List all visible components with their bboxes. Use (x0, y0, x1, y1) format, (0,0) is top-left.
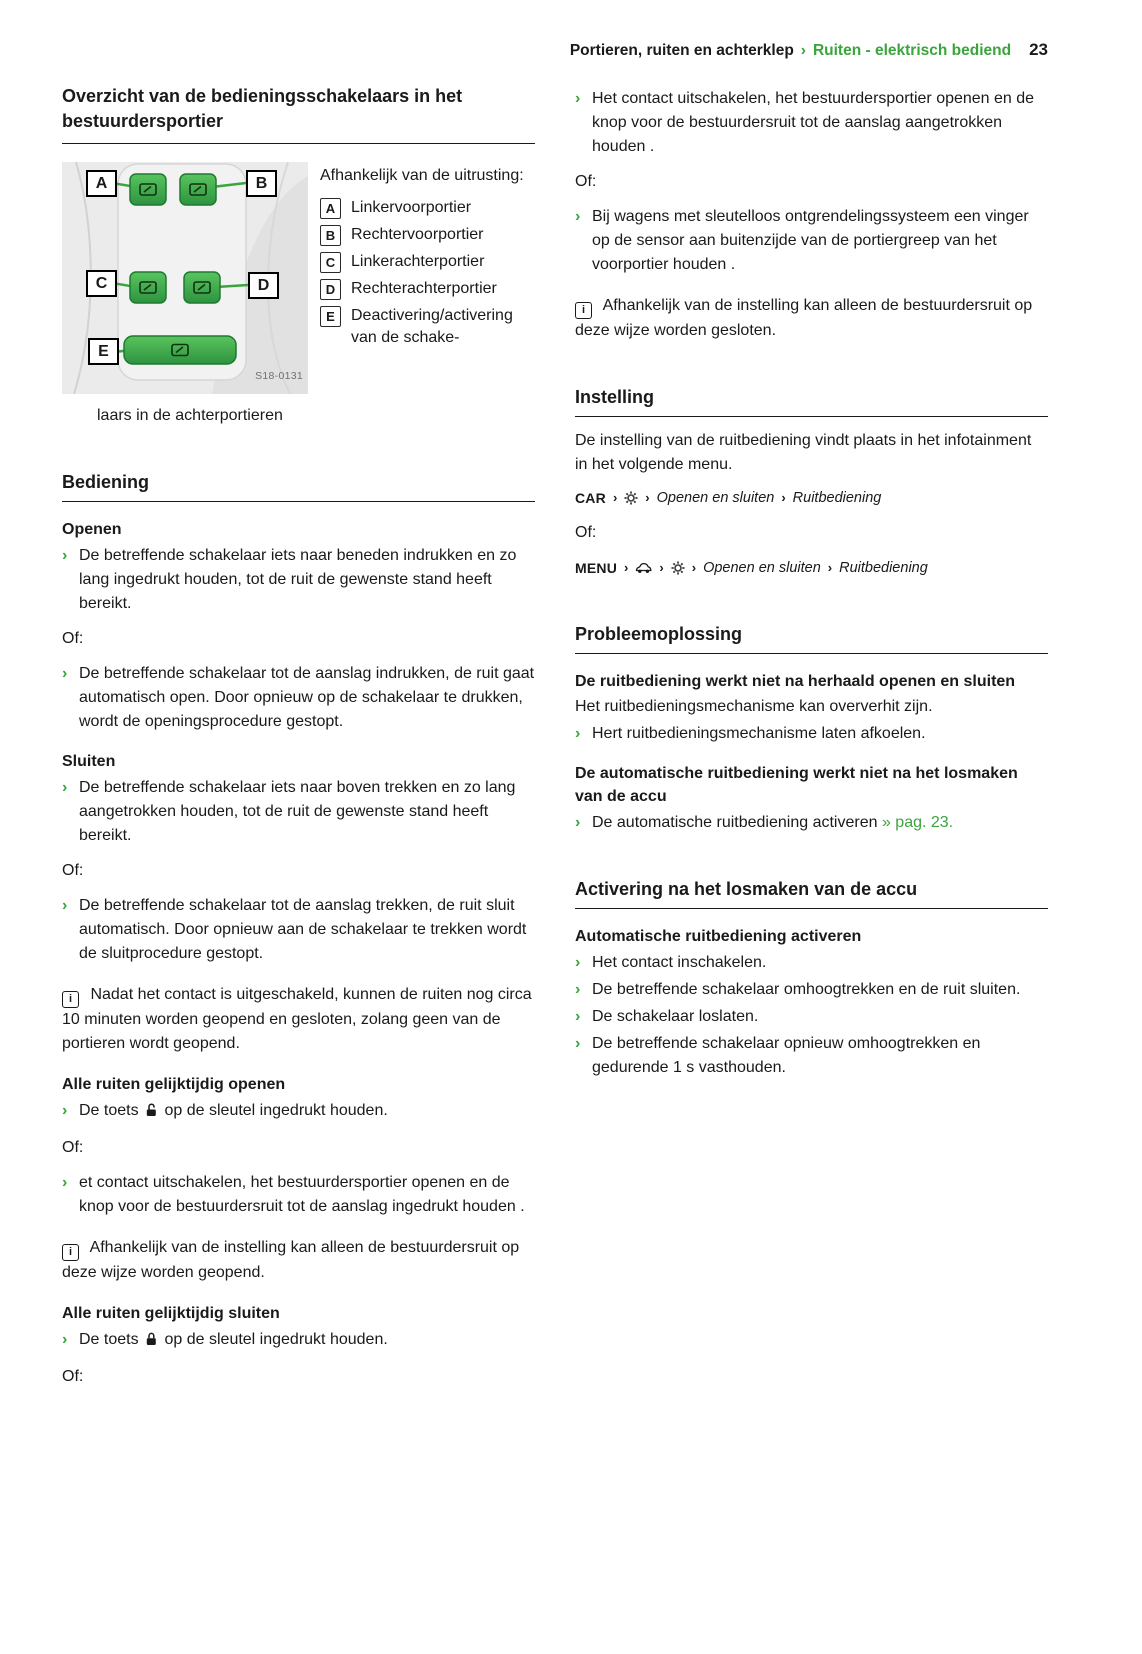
bullet-text: De schakelaar loslaten. (592, 1008, 759, 1025)
bullet-text: De betreffende schakelaar tot de aanslag trekken, de ruit sluit automatisch. Door opnieuw aan de schakelaar te trekken wordt de sluitprocedure gestopt. (79, 897, 527, 962)
info-icon: i (62, 1244, 79, 1261)
list-item (575, 205, 1048, 277)
list-item (62, 1171, 535, 1219)
legend-intro: Afhankelijk van de uitrusting: (320, 167, 524, 184)
bullet-text-pre: De toets (79, 1331, 139, 1348)
figure-code: S18-0131 (255, 370, 303, 382)
bullet-text-post: op de sleutel ingedrukt houden. (164, 1331, 388, 1348)
section-title-probleemoplossing: Probleemoplossing (575, 622, 1048, 654)
list-item (575, 722, 1048, 746)
of-line: Of: (62, 1368, 84, 1385)
figure-callout-d: D (248, 272, 279, 299)
right-column (575, 84, 1048, 1400)
page-reference-link[interactable]: » pag. 23. (881, 814, 954, 831)
list-item (62, 1328, 535, 1354)
bullet-text: De betreffende schakelaar tot de aanslag indrukken, de ruit gaat automatisch open. Door opnieuw op de schakelaar te drukken, wordt de openingsprocedure gestopt. (79, 665, 535, 730)
settings-gear-icon (624, 491, 638, 505)
section-title-activering: Activering na het losmaken van de accu (575, 877, 1048, 909)
bullet-text: Het contact inschakelen. (592, 954, 767, 971)
menu-path-car (575, 486, 1048, 510)
bullet-icon: › (575, 725, 581, 742)
bullet-icon: › (62, 665, 68, 682)
subheading-sluiten: Sluiten (62, 753, 116, 770)
of-line: Of: (62, 1139, 84, 1156)
legend-item-d (320, 278, 535, 300)
bullet-icon: › (62, 547, 68, 564)
menu-root-car: CAR (575, 490, 606, 506)
legend-continuation: laars in de achterportieren (97, 407, 283, 424)
figure-callout-b: B (246, 170, 277, 197)
info-note (62, 983, 535, 1056)
legend-item-b (320, 224, 535, 246)
bullet-text: De betreffende schakelaar iets naar beneden indrukken en zo lang ingedrukt houden, tot de ruit de gewenste stand heeft bereikt. (79, 547, 517, 612)
bullet-icon: › (62, 1331, 68, 1348)
bullet-icon: › (575, 208, 581, 225)
section-title-instelling: Instelling (575, 385, 1048, 417)
bullet-text (592, 811, 1048, 835)
figure-callout-a: A (86, 170, 117, 197)
info-note (62, 1236, 535, 1285)
note-text: Afhankelijk van de instelling kan alleen de bestuurdersruit op deze wijze worden geopend. (62, 1239, 520, 1281)
content-columns (62, 84, 1048, 1400)
menu-path-menu (575, 556, 1048, 580)
bullet-text: Bij wagens met sleutelloos ontgrendelingssysteem een vinger op de sensor aan buitenzijde van de portiergreep van het voorportier houden . (592, 208, 1029, 273)
list-item (575, 1005, 1048, 1029)
subheading-openen: Openen (62, 521, 122, 538)
page-header (62, 40, 1048, 60)
paragraph: Het ruitbedieningsmechanisme kan oververhit zijn. (575, 698, 933, 715)
list-item (62, 544, 535, 616)
heading-overview-switches: Overzicht van de bedieningsschakelaars in het bestuurdersportier (62, 84, 535, 144)
legend-label-e: Deactivering/activering van de schake- (351, 307, 513, 346)
bullet-text: Hert ruitbedieningsmechanisme laten afkoelen. (592, 725, 926, 742)
bullet-text-main: De automatische ruitbediening activeren (592, 814, 878, 831)
path-separator-icon: › (691, 560, 697, 575)
bullet-icon: › (62, 779, 68, 796)
legend-label-a: Linkervoorportier (351, 199, 472, 216)
breadcrumb-separator-icon: › (800, 42, 806, 59)
subheading-problem-2: De automatische ruitbediening werkt niet na het losmaken van de accu (575, 765, 1018, 805)
of-line: Of: (62, 862, 84, 879)
bullet-text: De betreffende schakelaar opnieuw omhoogtrekken en gedurende 1 s vasthouden. (592, 1035, 981, 1076)
menu-item: Ruitbediening (792, 490, 882, 506)
menu-item: Openen en sluiten (703, 560, 821, 576)
info-icon: i (62, 991, 79, 1008)
of-line: Of: (575, 173, 597, 190)
menu-item: Openen en sluiten (656, 490, 775, 506)
figure-callout-c: C (86, 270, 117, 297)
menu-item: Ruitbediening (839, 560, 928, 576)
paragraph: De instelling van de ruitbediening vindt plaats in het infotainment in het volgende menu. (575, 432, 1032, 473)
path-separator-icon: › (781, 490, 786, 505)
legend-item-a (320, 197, 535, 219)
path-separator-icon: › (827, 560, 833, 575)
list-item (62, 776, 535, 848)
bullet-text: Het contact uitschakelen, het bestuurdersportier openen en de knop voor de bestuurdersruit tot de aanslag aangetrokken houden . (592, 90, 1035, 155)
legend-key-e: E (320, 306, 341, 327)
bullet-icon: › (575, 814, 581, 831)
bullet-text-pre: De toets (79, 1102, 139, 1119)
legend-item-e (320, 305, 535, 349)
bullet-text-post: op de sleutel ingedrukt houden. (164, 1102, 388, 1119)
bullet-icon: › (575, 954, 581, 971)
breadcrumb-section: Ruiten - elektrisch bediend (812, 42, 1012, 59)
info-note (575, 294, 1048, 343)
figure-legend (320, 162, 535, 394)
menu-root-menu: MENU (575, 560, 618, 576)
legend-label-c: Linkerachterportier (351, 253, 485, 270)
path-separator-icon: › (612, 490, 618, 505)
legend-key-b: B (320, 225, 341, 246)
list-item (575, 811, 1048, 835)
key-unlock-icon (145, 1101, 158, 1125)
of-line: Of: (575, 524, 597, 541)
bullet-icon: › (575, 90, 581, 107)
breadcrumb-chapter: Portieren, ruiten en achterklep (569, 42, 794, 59)
legend-key-c: C (320, 252, 341, 273)
legend-key-d: D (320, 279, 341, 300)
list-item (575, 87, 1048, 159)
note-text: Nadat het contact is uitgeschakeld, kunnen de ruiten nog circa 10 minuten worden geopend en gesloten, zolang geen van de portieren wordt geopend. (62, 986, 532, 1052)
bullet-text (79, 1099, 535, 1125)
info-icon: i (575, 302, 592, 319)
subheading-activeren: Automatische ruitbediening activeren (575, 928, 862, 945)
legend-label-b: Rechtervoorportier (351, 226, 484, 243)
left-column (62, 84, 535, 1400)
list-item (575, 951, 1048, 975)
bullet-icon: › (575, 1035, 581, 1052)
page-number: 23 (1029, 40, 1048, 59)
key-lock-icon (145, 1330, 158, 1354)
list-item (575, 978, 1048, 1002)
bullet-icon: › (575, 981, 581, 998)
path-separator-icon: › (624, 560, 629, 575)
settings-gear-icon (671, 561, 685, 575)
list-item (575, 1032, 1048, 1080)
bullet-icon: › (575, 1008, 581, 1025)
bullet-text (79, 1328, 535, 1354)
bullet-icon: › (62, 1174, 68, 1191)
bullet-icon: › (62, 1102, 68, 1119)
legend-key-a: A (320, 198, 341, 219)
path-separator-icon: › (645, 490, 650, 505)
legend-item-c (320, 251, 535, 273)
list-item (62, 662, 535, 734)
switch-diagram-figure (62, 162, 535, 394)
bullet-text: De betreffende schakelaar omhoogtrekken en de ruit sluiten. (592, 981, 1021, 998)
list-item (62, 894, 535, 966)
figure-callout-e: E (88, 338, 119, 365)
subheading-alle-ruiten-sluiten: Alle ruiten gelijktijdig sluiten (62, 1305, 280, 1322)
subheading-problem-1: De ruitbediening werkt niet na herhaald openen en sluiten (575, 673, 1016, 690)
switch-diagram-image (62, 162, 308, 394)
note-text: Afhankelijk van de instelling kan alleen de bestuurdersruit op deze wijze worden gesloten. (575, 297, 1033, 339)
legend-label-d: Rechterachterportier (351, 280, 497, 297)
bullet-text: De betreffende schakelaar iets naar boven trekken en zo lang aangetrokken houden, tot de ruit de gewenste stand heeft bereikt. (79, 779, 516, 844)
of-line: Of: (62, 630, 84, 647)
car-icon (635, 562, 652, 574)
bullet-icon: › (62, 897, 68, 914)
subheading-alle-ruiten-openen: Alle ruiten gelijktijdig openen (62, 1076, 286, 1093)
list-item (62, 1099, 535, 1125)
bullet-text: et contact uitschakelen, het bestuurdersportier openen en de knop voor de bestuurdersruit tot de aanslag ingedrukt houden . (79, 1174, 525, 1215)
section-title-bediening: Bediening (62, 470, 535, 502)
path-separator-icon: › (659, 560, 664, 575)
